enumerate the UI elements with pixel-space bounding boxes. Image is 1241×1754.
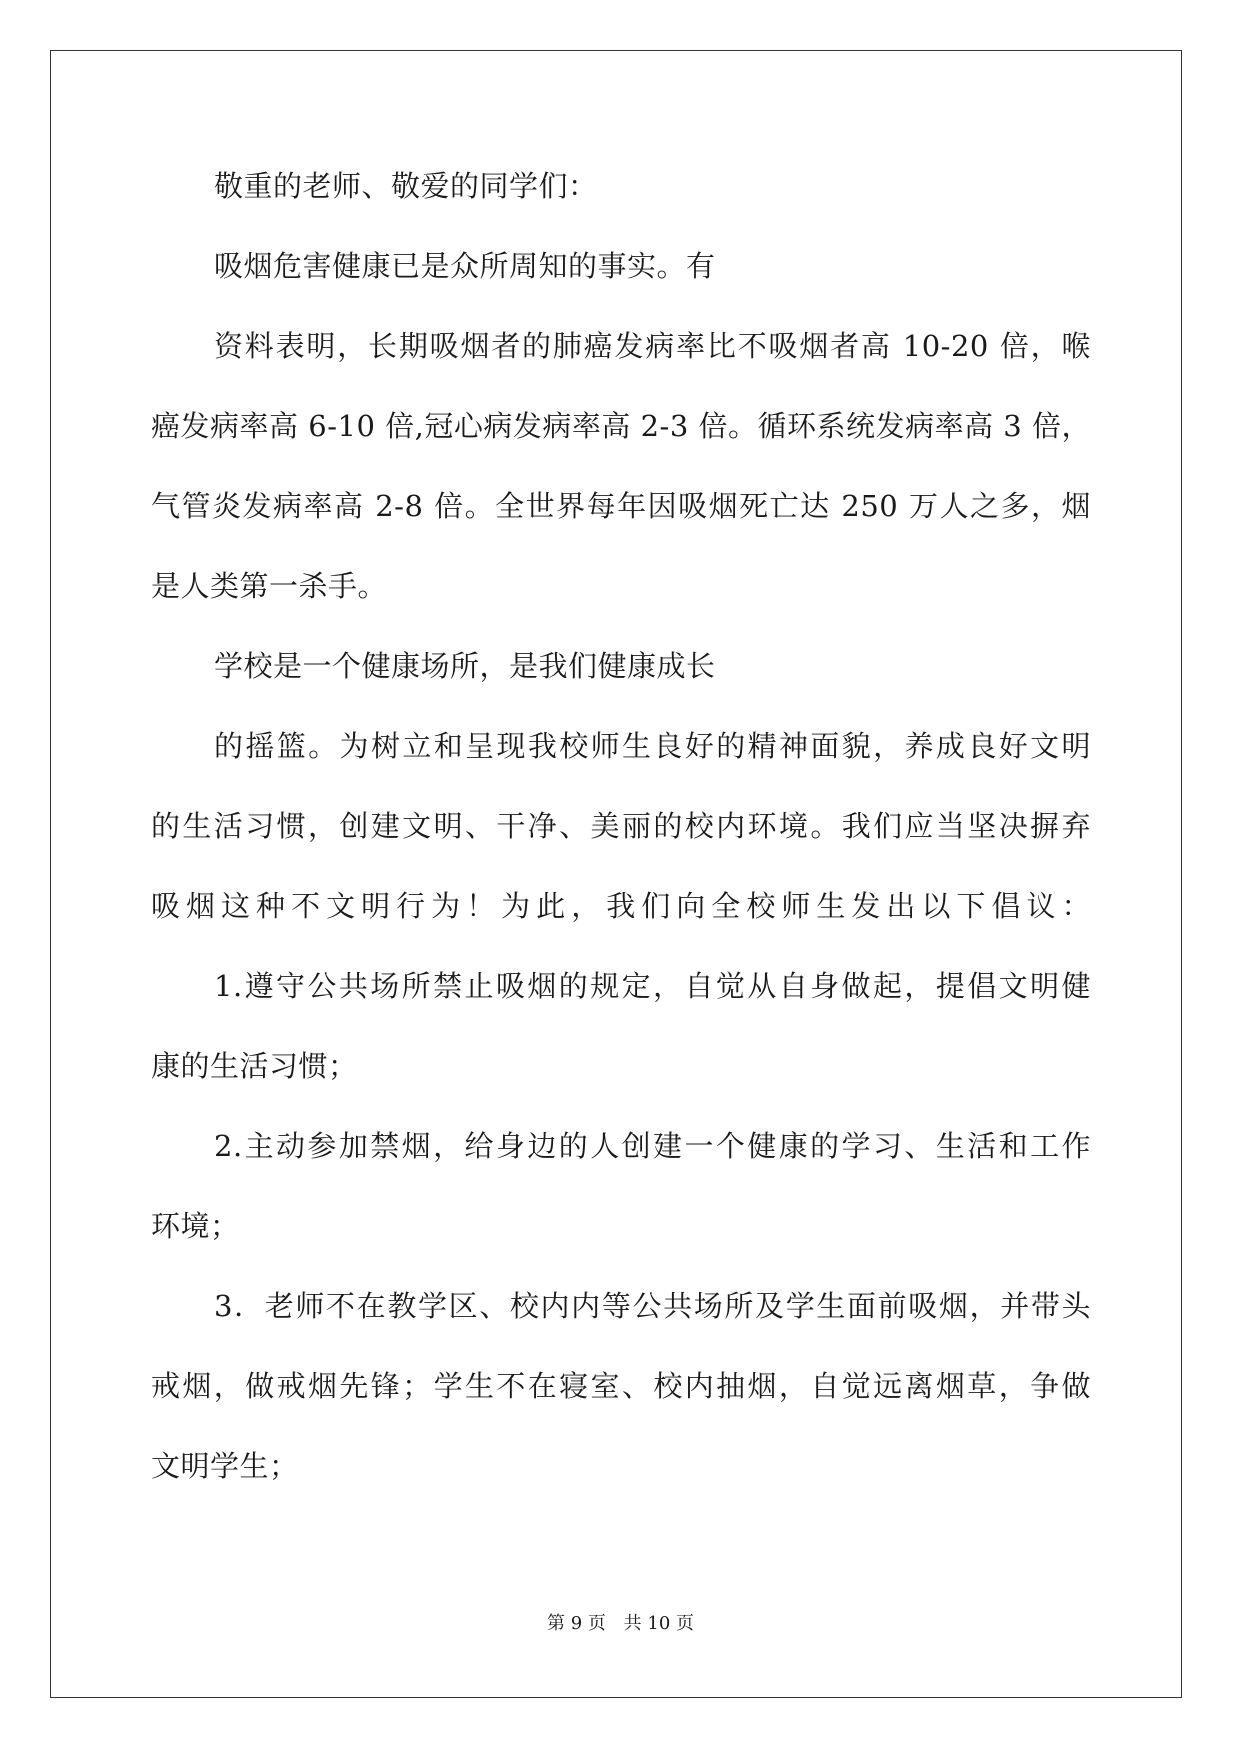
paragraph-line: 癌发病率高 6-10 倍,冠心病发病率高 2-3 倍。循环系统发病率高 3 倍，: [151, 409, 1091, 443]
page-footer: [0, 1612, 1241, 1636]
page-total: 共 10 页: [623, 1613, 694, 1634]
greeting-line: 敬重的老师、敬爱的同学们：: [214, 169, 598, 203]
list-item-line: 戒烟，做戒烟先锋；学生不在寝室、校内抽烟，自觉远离烟草，争做: [151, 1369, 1091, 1403]
list-item-line: 2.主动参加禁烟，给身边的人创建一个健康的学习、生活和工作: [214, 1129, 1091, 1163]
page-number: 第 9 页: [547, 1613, 606, 1634]
list-item-line: 文明学生；: [151, 1449, 299, 1483]
paragraph-line: 是人类第一杀手。: [151, 569, 388, 603]
list-item-line: 3．老师不在教学区、校内内等公共场所及学生面前吸烟，并带头: [214, 1289, 1091, 1323]
paragraph-line: 吸烟这种不文明行为！为此，我们向全校师生发出以下倡议：: [151, 889, 1091, 923]
paragraph-line: 的摇篮。为树立和呈现我校师生良好的精神面貌，养成良好文明: [214, 729, 1091, 763]
list-item-line: 环境；: [151, 1209, 240, 1243]
paragraph-line: 学校是一个健康场所，是我们健康成长: [214, 649, 716, 683]
paragraph-line: 吸烟危害健康已是众所周知的事实。有: [214, 249, 716, 283]
list-item-line: 1.遵守公共场所禁止吸烟的规定，自觉从自身做起，提倡文明健: [214, 969, 1091, 1003]
paragraph-line: 的生活习惯，创建文明、干净、美丽的校内环境。我们应当坚决摒弃: [151, 809, 1091, 843]
list-item-line: 康的生活习惯；: [151, 1049, 358, 1083]
paragraph-line: 气管炎发病率高 2-8 倍。全世界每年因吸烟死亡达 250 万人之多，烟: [151, 489, 1091, 523]
paragraph-line: 资料表明，长期吸烟者的肺癌发病率比不吸烟者高 10-20 倍，喉: [214, 329, 1091, 363]
